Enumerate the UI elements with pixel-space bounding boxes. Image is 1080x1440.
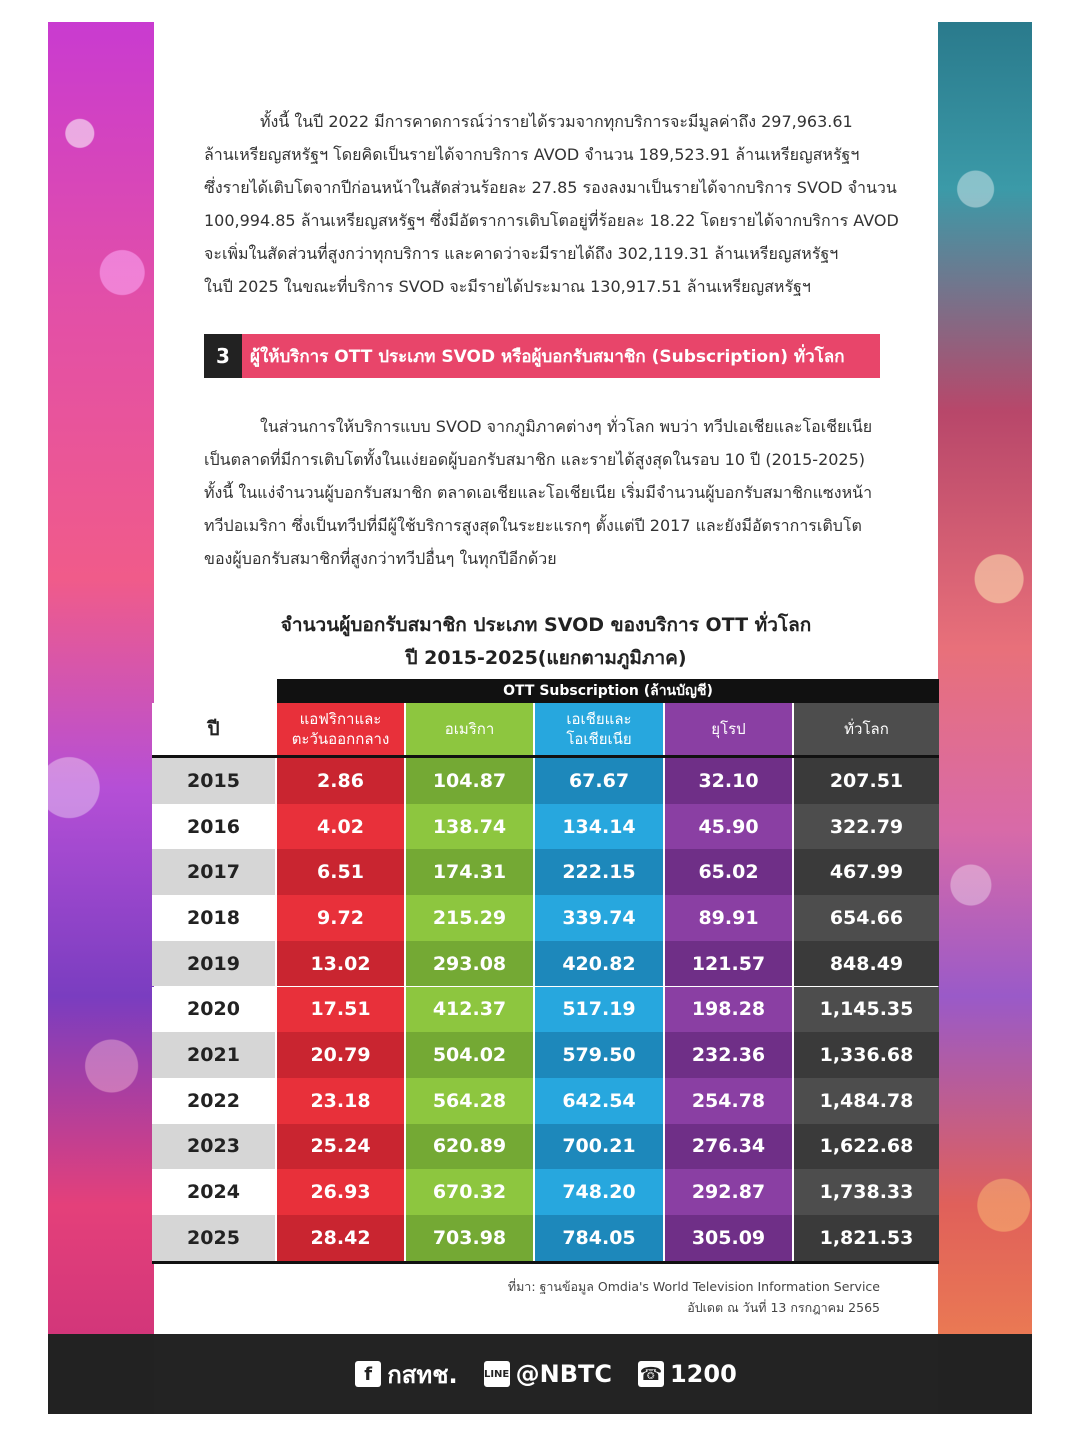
table-header-row xyxy=(152,703,939,755)
value-cell: 420.82 xyxy=(535,941,663,987)
table-row xyxy=(152,804,939,850)
column-header xyxy=(277,703,404,755)
column-header-line: ตะวันออกกลาง xyxy=(291,730,390,748)
phone-contact[interactable] xyxy=(638,1360,737,1388)
value-cell: 134.14 xyxy=(535,804,663,850)
table-row xyxy=(152,941,939,987)
value-cell: 207.51 xyxy=(794,758,939,804)
value-cell: 292.87 xyxy=(665,1169,792,1215)
value-cell: 45.90 xyxy=(665,804,792,850)
table-row xyxy=(152,987,939,1033)
table-row xyxy=(152,895,939,941)
value-cell: 25.24 xyxy=(277,1124,404,1170)
source-line: ที่มา: ฐานข้อมูล Omdia's World Television Information Service xyxy=(507,1279,880,1294)
table-row xyxy=(152,1032,939,1078)
phone-label: 1200 xyxy=(669,1360,737,1388)
value-cell: 89.91 xyxy=(665,895,792,941)
value-cell: 293.08 xyxy=(406,941,533,987)
value-cell: 1,622.68 xyxy=(794,1124,939,1170)
value-cell: 703.98 xyxy=(406,1215,533,1261)
year-cell: 2020 xyxy=(152,987,275,1033)
facebook-icon: f xyxy=(355,1361,381,1387)
value-cell: 579.50 xyxy=(535,1032,663,1078)
section-heading xyxy=(204,334,880,378)
value-cell: 215.29 xyxy=(406,895,533,941)
svod-paragraph xyxy=(204,410,880,575)
line-contact[interactable] xyxy=(484,1360,612,1388)
value-cell: 232.36 xyxy=(665,1032,792,1078)
value-cell: 412.37 xyxy=(406,987,533,1033)
column-header-line: แอฟริกาและ xyxy=(299,710,382,728)
table-row xyxy=(152,758,939,804)
value-cell: 1,738.33 xyxy=(794,1169,939,1215)
footer-contact-bar xyxy=(154,1334,938,1414)
line-label: @NBTC xyxy=(515,1360,612,1388)
column-header-line: ยุโรป xyxy=(711,720,746,738)
column-header-line: ทั่วโลก xyxy=(844,720,889,738)
paragraph-line: ในส่วนการให้บริการแบบ SVOD จากภูมิภาคต่างๆ ทั่วโลก พบว่า ทวีปเอเชียและโอเชียเนีย xyxy=(260,417,873,436)
table-row xyxy=(152,1169,939,1215)
source-note xyxy=(508,1276,880,1318)
year-cell: 2025 xyxy=(152,1215,275,1261)
paragraph-line: ล้านเหรียญสหรัฐฯ โดยคิดเป็นรายได้จากบริการ AVOD จำนวน 189,523.91 ล้านเหรียญสหรัฐฯ xyxy=(204,145,860,164)
year-cell: 2016 xyxy=(152,804,275,850)
section-number: 3 xyxy=(204,334,242,378)
year-cell: 2015 xyxy=(152,758,275,804)
table-row xyxy=(152,1215,939,1261)
decorative-bokeh-right xyxy=(938,22,1032,1414)
column-header xyxy=(794,703,939,755)
year-cell: 2018 xyxy=(152,895,275,941)
value-cell: 138.74 xyxy=(406,804,533,850)
value-cell: 104.87 xyxy=(406,758,533,804)
value-cell: 339.74 xyxy=(535,895,663,941)
value-cell: 1,145.35 xyxy=(794,987,939,1033)
year-cell: 2024 xyxy=(152,1169,275,1215)
table-row xyxy=(152,1078,939,1124)
value-cell: 26.93 xyxy=(277,1169,404,1215)
update-date-line: อัปเดต ณ วันที่ 13 กรกฎาคม 2565 xyxy=(687,1300,880,1315)
paragraph-line: จะเพิ่มในสัดส่วนที่สูงกว่าทุกบริการ และคาดว่าจะมีรายได้ถึง 302,119.31 ล้านเหรียญสหรัฐฯ xyxy=(204,244,839,263)
column-header-line: โอเชียเนีย xyxy=(566,730,632,748)
value-cell: 1,484.78 xyxy=(794,1078,939,1124)
year-cell: 2022 xyxy=(152,1078,275,1124)
value-cell: 564.28 xyxy=(406,1078,533,1124)
paragraph-line: ของผู้บอกรับสมาชิกที่สูงกว่าทวีปอื่นๆ ในทุกปีอีกด้วย xyxy=(204,549,557,568)
column-header-line: เอเชียและ xyxy=(566,710,632,728)
value-cell: 67.67 xyxy=(535,758,663,804)
value-cell: 9.72 xyxy=(277,895,404,941)
value-cell: 28.42 xyxy=(277,1215,404,1261)
column-header xyxy=(535,703,663,755)
value-cell: 17.51 xyxy=(277,987,404,1033)
column-header xyxy=(406,703,533,755)
table-super-header: OTT Subscription (ล้านบัญชี) xyxy=(277,679,939,703)
value-cell: 670.32 xyxy=(406,1169,533,1215)
table-bottom-rule xyxy=(152,1261,939,1264)
value-cell: 174.31 xyxy=(406,849,533,895)
section-title: ผู้ให้บริการ OTT ประเภท SVOD หรือผู้บอกรับสมาชิก (Subscription) ทั่วโลก xyxy=(242,334,880,378)
table-row xyxy=(152,849,939,895)
table-title-line2: ปี 2015-2025(แยกตามภูมิภาค) xyxy=(405,647,687,669)
value-cell: 784.05 xyxy=(535,1215,663,1261)
paragraph-line: ซึ่งรายได้เติบโตจากปีก่อนหน้าในสัดส่วนร้อยละ 27.85 รองลงมาเป็นรายได้จากบริการ SVOD จำนวน xyxy=(204,178,897,197)
value-cell: 620.89 xyxy=(406,1124,533,1170)
column-header xyxy=(665,703,792,755)
facebook-label: กสทช. xyxy=(387,1360,458,1389)
value-cell: 848.49 xyxy=(794,941,939,987)
value-cell: 23.18 xyxy=(277,1078,404,1124)
revenue-paragraph xyxy=(204,105,899,303)
value-cell: 65.02 xyxy=(665,849,792,895)
column-header-line: อเมริกา xyxy=(444,720,495,738)
value-cell: 517.19 xyxy=(535,987,663,1033)
value-cell: 121.57 xyxy=(665,941,792,987)
value-cell: 467.99 xyxy=(794,849,939,895)
value-cell: 198.28 xyxy=(665,987,792,1033)
year-header: ปี xyxy=(152,703,275,755)
year-cell: 2019 xyxy=(152,941,275,987)
value-cell: 504.02 xyxy=(406,1032,533,1078)
value-cell: 654.66 xyxy=(794,895,939,941)
value-cell: 642.54 xyxy=(535,1078,663,1124)
paragraph-line: ทั้งนี้ ในแง่จำนวนผู้บอกรับสมาชิก ตลาดเอเชียและโอเชียเนีย เริ่มมีจำนวนผู้บอกรับสมาชิกแซงหน้า xyxy=(204,483,873,502)
phone-icon: ☎ xyxy=(638,1361,664,1387)
year-cell: 2017 xyxy=(152,849,275,895)
value-cell: 222.15 xyxy=(535,849,663,895)
value-cell: 1,336.68 xyxy=(794,1032,939,1078)
value-cell: 700.21 xyxy=(535,1124,663,1170)
paragraph-line: 100,994.85 ล้านเหรียญสหรัฐฯ ซึ่งมีอัตราการเติบโตอยู่ที่ร้อยละ 18.22 โดยรายได้จากบริการ AVOD xyxy=(204,211,899,230)
table-row xyxy=(152,1124,939,1170)
paragraph-line: ในปี 2025 ในขณะที่บริการ SVOD จะมีรายได้ประมาณ 130,917.51 ล้านเหรียญสหรัฐฯ xyxy=(204,277,811,296)
paragraph-line: ทวีปอเมริกา ซึ่งเป็นทวีปที่มีผู้ใช้บริการสูงสุดในระยะแรกๆ ตั้งแต่ปี 2017 และยังมีอัตราการเติบโต xyxy=(204,516,862,535)
value-cell: 6.51 xyxy=(277,849,404,895)
table-title-line1: จำนวนผู้บอกรับสมาชิก ประเภท SVOD ของบริการ OTT ทั่วโลก xyxy=(280,614,812,636)
value-cell: 322.79 xyxy=(794,804,939,850)
paragraph-line: เป็นตลาดที่มีการเติบโตทั้งในแง่ยอดผู้บอกรับสมาชิก และรายได้สูงสุดในรอบ 10 ปี (2015-2025) xyxy=(204,450,866,469)
value-cell: 276.34 xyxy=(665,1124,792,1170)
paragraph-line: ทั้งนี้ ในปี 2022 มีการคาดการณ์ว่ารายได้รวมจากทุกบริการจะมีมูลค่าถึง 297,963.61 xyxy=(260,112,853,131)
value-cell: 20.79 xyxy=(277,1032,404,1078)
year-cell: 2021 xyxy=(152,1032,275,1078)
value-cell: 32.10 xyxy=(665,758,792,804)
value-cell: 748.20 xyxy=(535,1169,663,1215)
value-cell: 254.78 xyxy=(665,1078,792,1124)
line-icon: LINE xyxy=(484,1361,510,1387)
year-cell: 2023 xyxy=(152,1124,275,1170)
value-cell: 4.02 xyxy=(277,804,404,850)
value-cell: 2.86 xyxy=(277,758,404,804)
decorative-bokeh-left xyxy=(48,22,154,1414)
value-cell: 13.02 xyxy=(277,941,404,987)
value-cell: 305.09 xyxy=(665,1215,792,1261)
facebook-contact[interactable] xyxy=(355,1355,457,1394)
value-cell: 1,821.53 xyxy=(794,1215,939,1261)
